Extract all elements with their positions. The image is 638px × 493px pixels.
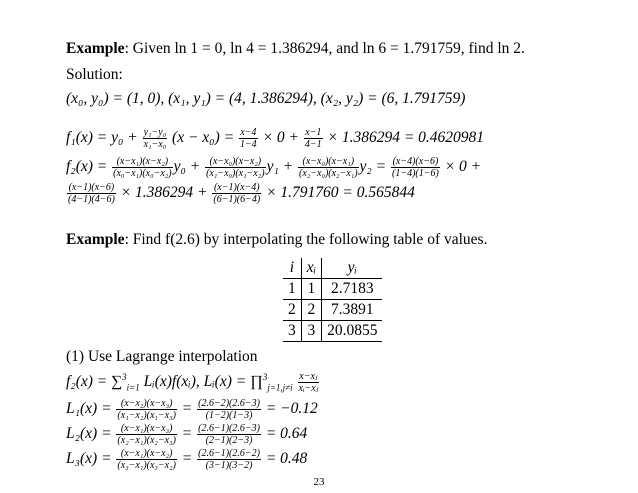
f1-lhs: f₁(x) = y₀ +: [66, 129, 138, 147]
f1-fraction-2: $\frac{x-4}{1-4}$: [239, 127, 257, 150]
page-number: 23: [313, 476, 325, 488]
L3-equation: L₃(x) = $\frac{\text{(x−x₁)(x−x₂)}}{\text{(x₃−x₁)(x₃−x₂)}}$ = $\frac{(2.6-1)(2.6-2)}{(3-1)(3-2)}$ = 0.48: [66, 448, 308, 471]
example1-heading: Example: [66, 40, 125, 57]
f2-lhs: f₂(x) =: [66, 158, 108, 176]
table-row: 2 2 7.3891: [283, 300, 382, 321]
f2-basis-b: $\frac{\text{(x−x₀)(x−x₂)}}{\text{(x₁−x₀)(x₁−x₂)}}$: [206, 156, 265, 179]
f2-numeric-c: $\frac{(x-1)(x-4)}{(6-1)(6-4)}$: [213, 182, 261, 205]
L1-equation: L₁(x) = $\frac{\text{(x−x₂)(x−x₃)}}{\text{(x₁−x₂)(x₁−x₃)}}$ = $\frac{(2.6-2)(2.6-3)}{(1-2)(1-3)}$ = −0.12: [66, 398, 318, 421]
table-header-x: xᵢ: [301, 258, 321, 279]
f2-basis-c: $\frac{\text{(x−x₀)(x−x₁)}}{\text{(x₂−x₀)(x₂−x₁)}}$: [299, 156, 358, 179]
L2-equation: L₂(x) = $\frac{\text{(x−x₁)(x−x₃)}}{\text{(x₂−x₁)(x₂−x₃)}}$ = $\frac{(2.6-1)(2.6-3)}{(2-1)(2-3)}$ = 0.64: [66, 423, 308, 446]
example2-statement: [66, 231, 487, 249]
table-header-y: yᵢ: [322, 258, 383, 279]
table-row: 1 1 2.7183: [283, 279, 382, 300]
f2-equation-line1: f₂(x) = $\frac{\text{(x−x₁)(x−x₂)}}{\text{(x₀−x₁)(x₀−x₂)}}$ y₀ + $\frac{\text{(x−x₀)(x−x₂)}}{\text{(x₁−x₀)(x₁−x₂)}}$ y₁ + $\frac{\text{(x−x₀)(x−x₁)}}{\text{(x₂−x₀)(x₂−x₁)}}$ y₂ = $\frac{(x-4)(x-6)}{(1-4)(1-6)}$ × 0 +: [66, 156, 482, 179]
points-line: (x₀, y₀) = (1, 0), (x₁, y₁) = (4, 1.386294), (x₂, y₂) = (6, 1.791759): [66, 90, 466, 107]
example1-statement: [66, 40, 525, 58]
lagrange-definition: f₂(x) = ∑$^3_{i=1}$ Lᵢ(x)f(xᵢ), Lᵢ(x) = ∏$^3_{j=1,j\ne i}$ $\frac{\text{x−xⱼ}}{\text{xᵢ−xⱼ}}$: [66, 371, 319, 395]
f1-result: × 1.386294 = 0.4620981: [327, 129, 485, 147]
f1-mid: (x − x₀) =: [172, 129, 235, 147]
table-header-i: i: [283, 258, 301, 279]
f1-term2: × 0 +: [262, 129, 299, 147]
example2-heading: Example: [66, 231, 125, 248]
f2-equation-line2: $\frac{(x-1)(x-6)}{(4-1)(4-6)}$ × 1.386294 + $\frac{(x-1)(x-4)}{(6-1)(6-4)}$ × 1.791760 = 0.565844: [68, 182, 415, 205]
f2-numeric-a: $\frac{(x-4)(x-6)}{(1-4)(1-6)}$: [392, 156, 439, 179]
lagrange-basis-fraction: $\frac{\text{x−xⱼ}}{\text{xᵢ−xⱼ}}$: [298, 371, 319, 395]
example1-text: : Given ln 1 = 0, ln 4 = 1.386294, and ln 6 = 1.791759, find ln 2.: [124, 40, 525, 57]
example2-text: : Find f(2.6) by interpolating the following table of values.: [124, 231, 488, 248]
method-label: (1) Use Lagrange interpolation: [66, 348, 258, 365]
f2-numeric-b: $\frac{(x-1)(x-6)}{(4-1)(4-6)}$: [68, 182, 115, 205]
f2-basis-a: $\frac{\text{(x−x₁)(x−x₂)}}{\text{(x₀−x₁)(x₀−x₂)}}$: [113, 156, 172, 179]
f1-fraction-3: $\frac{x-1}{4-1}$: [304, 127, 322, 150]
f1-slope-fraction: $\frac{\text{y₁−y₀}}{\text{x₁−x₀}}$: [143, 127, 167, 150]
values-table: [283, 258, 382, 342]
table-row: 3 3 20.0855: [283, 321, 382, 342]
solution-label: Solution:: [66, 66, 123, 83]
f1-equation: [66, 127, 484, 150]
